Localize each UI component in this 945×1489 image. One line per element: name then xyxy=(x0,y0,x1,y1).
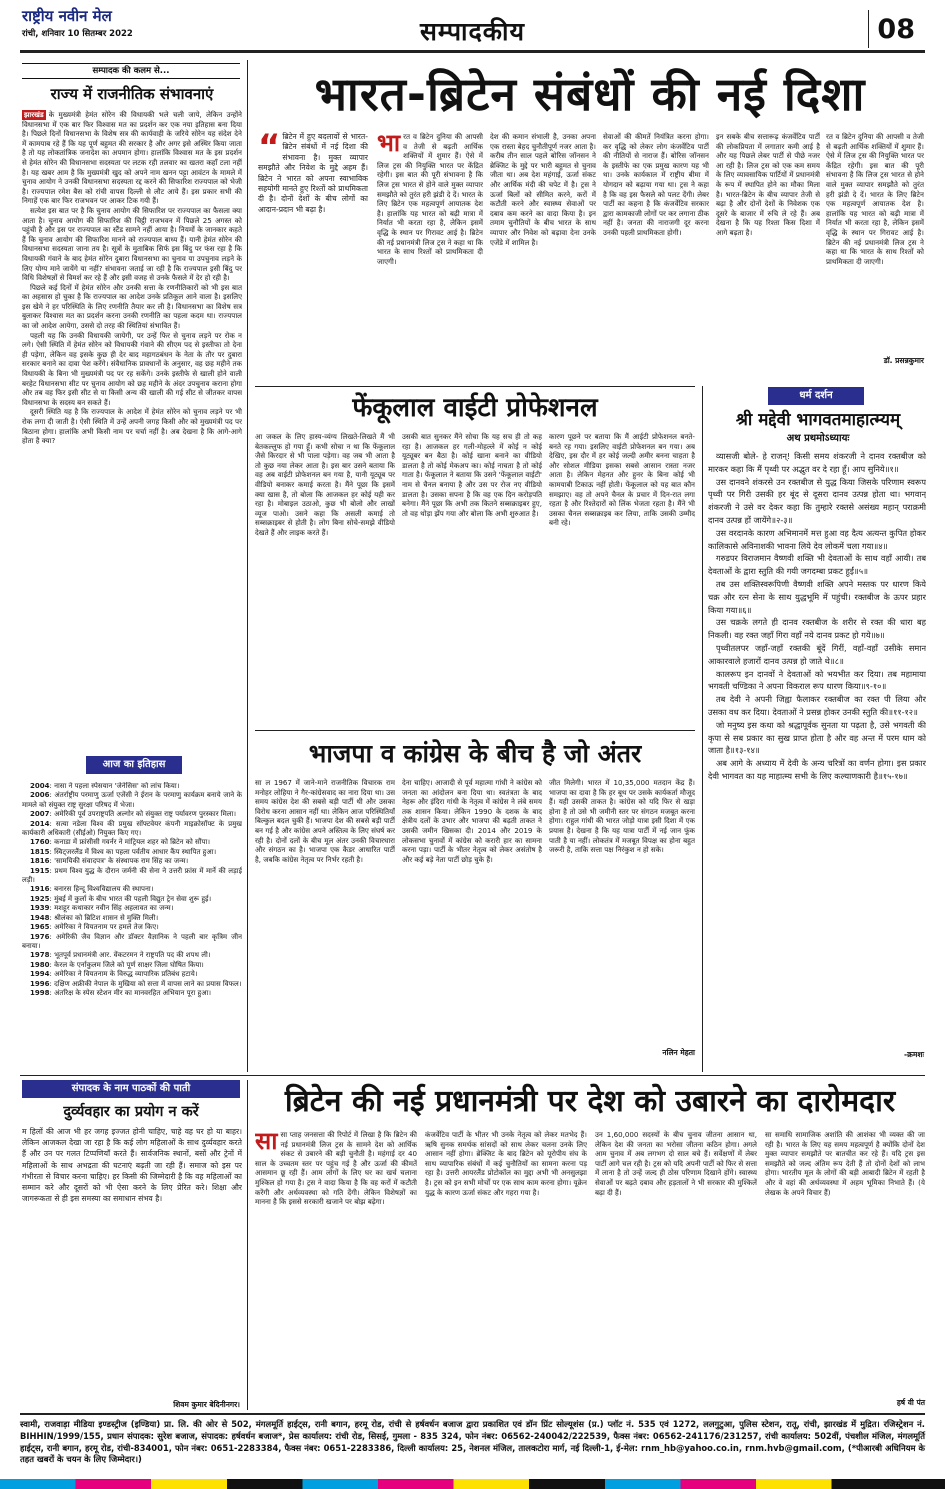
history-item: 1948: श्रीलंका को ब्रिटिश शासन से मुक्ति मिली। xyxy=(30,913,159,922)
footer-rule xyxy=(20,1413,925,1415)
history-text: स्विट्जरलैंड में विश्व का पहला पर्वतीय आधार कैंप स्थापित हुआ। xyxy=(54,847,217,856)
history-year: 2004 xyxy=(30,782,50,790)
letters-label: संपादक के नाम पाठकों की पाती xyxy=(22,1080,240,1098)
history-list xyxy=(22,782,242,1064)
verse: व्यासजी बोले- हे राजन्! किसी समय शंकरजी ने दानव रक्तबीज को मारकर कहा कि मैं पृथ्वी पर अद्भुत वर दे रहा हूँ। आप सुनिये॥१॥ xyxy=(708,451,926,474)
history-item: 1939: मशहूर कथाकार नवीन सिंह अहलावत का जन्म। xyxy=(30,904,174,913)
politics-byline: नलिन मेहता xyxy=(662,1048,695,1057)
history-year: 1916 xyxy=(30,885,50,894)
lead-byline: डॉ. प्रसन्नकुमार xyxy=(883,356,924,365)
politics-column: सा ल 1967 में जाने-माने राजनीतिक विचारक राम मनोहर लोहिया ने गैर-कांग्रेसवाद का नारा दिया था। उस समय कांग्रेस देश की सबसे बड़ी पार्टी थी और उसका विरोध करना आसान नहीं था। लेकिन आज परिस्थितियाँ बिल्कुल बदल चुकी हैं। भाजपा देश की सबसे बड़ी पार्टी बन गई है और कांग्रेस अपने अस्तित्व के लिए संघर्ष कर रही है। दोनों दलों के बीच मूल अंतर उनकी विचारधारा और संगठन का है। भाजपा एक कैडर आधारित पार्टी है, जबकि कांग्रेस नेतृत्व पर निर्भर रहती है। xyxy=(255,778,395,864)
verse: जो मनुष्य इस कथा को श्रद्धापूर्वक सुनता या पढ़ता है, उसे भगवती की कृपा से सब प्रकार का सुख प्राप्त होता है और वह अन्त में परम धाम को जाता है॥१३-१४॥ xyxy=(708,719,926,756)
politics-column: जीत मिलेगी। भारत में 10,35,000 मतदान केंद्र हैं। भाजपा का दावा है कि हर बूथ पर उसके कार्यकर्ता मौजूद हैं। यही उसकी ताकत है। कांग्रेस को यदि फिर से खड़ा होना है तो उसे भी जमीनी स्तर पर संगठन मजबूत करना होगा। राहुल गांधी की भारत जोड़ो यात्रा इसी दिशा में एक प्रयास है। देखना है कि यह यात्रा पार्टी में नई जान फूंक पाती है या नहीं। लोकतंत्र में मजबूत विपक्ष का होना बहुत जरूरी है, ताकि सत्ता पक्ष निरंकुश न हो सके। xyxy=(549,778,695,855)
letter-body: म हिलों की आज भी हर जगह इज्जत होनी चाहिए, चाहे वह घर हो या बाहर। लेकिन आजकल देखा जा रहा है कि कई लोग महिलाओं के साथ दुर्व्यवहार करते हैं और उन पर गलत टिप्पणियाँ करते हैं। सार्वजनिक स्थानों, बसों और ट्रेनों में महिलाओं के साथ अभद्रता की घटनाएं बढ़ती जा रही हैं। समाज को इस पर गंभीरता से विचार करना चाहिए। हर किसी की जिम्मेदारी है कि वह महिलाओं का सम्मान करे और दूसरों को भी ऐसा करने के लिए प्रेरित करे। शिक्षा और जागरूकता से ही इस समस्या का समाधान संभव है। xyxy=(22,1127,242,1204)
satire-column: उसकी बात सुनकर मैंने सोचा कि यह सच ही तो कह रहा है। आजकल हर गली-मोहल्ले में कोई न कोई यूट्यूबर बन बैठा है। कोई खाना बनाने का वीडियो डालता है तो कोई मेकअप का। कोई नाचता है तो कोई गाता है। फेंकूलाल ने बताया कि उसने 'फेंकूलाल वाईटी' नाम से चैनल बनाया है और उस पर रोज नए वीडियो डालता है। उसका सपना है कि वह एक दिन करोड़पति बनेगा। मैंने पूछा कि अभी तक कितने सब्सक्राइबर हुए, तो वह थोड़ा झेंप गया और बोला कि अभी शुरुआत है। xyxy=(402,432,542,518)
masthead-rule xyxy=(20,50,925,53)
history-text: दक्षिण अफ्रीकी नेपाल के मुखिया को सत्ता में वापस लाने का प्रयास विफल। xyxy=(54,979,242,988)
dropcap: सा xyxy=(255,1130,278,1155)
history-item: 1978: भूतपूर्व प्रधानमंत्री आर. वेंकटरमन ने राष्ट्रपति पद की शपथ ली। xyxy=(30,951,211,960)
history-text: मशहूर कथाकार नवीन सिंह अहलावत का जन्म। xyxy=(54,904,174,913)
newspaper-logo: राष्ट्रीय नवीन मेल xyxy=(22,7,112,25)
history-year: 1925 xyxy=(30,894,50,903)
lead-column: सेवाओं की कीमतें नियंत्रित करना होगा। कर वृद्धि को लेकर लोग कंजर्वेटिव पार्टी की नीतियों से नाराज हैं। बोरिस जॉनसन के इस्तीफे का एक प्रमुख कारण यह भी था। उनके कार्यकाल में राष्ट्रीय बीमा में योगदान को बढ़ाया गया था। ट्रस ने कहा है कि वह इस फैसले को पलट देंगी। लेबर पार्टी का कहना है कि कंजर्वेटिव सरकार द्वारा कामकाजी लोगों पर कर लगाना ठीक नहीं है। जनता की नाराजगी दूर करना उनकी पहली प्राथमिकता होगी। xyxy=(603,132,709,237)
continued-note: -क्रमशः xyxy=(904,1050,924,1059)
section-rule xyxy=(255,386,695,387)
history-year: 2007 xyxy=(30,810,50,819)
history-year: 1980 xyxy=(30,960,50,969)
verse: गरुडपर विराजमान वैष्णवी शक्ति भी देवताओं के साथ वहाँ आयी। तब देवताओं के द्वारा स्तुति की गयी जगदम्बा प्रकट हुईं॥५॥ xyxy=(708,553,926,577)
section-title: सम्पादकीय xyxy=(419,17,525,46)
history-item: 1980: केरल के एर्नाकुलम जिले को पूर्ण साक्षर जिला घोषित किया। xyxy=(30,960,204,969)
history-item: 1994: अमेरिका ने वियतनाम के विरुद्ध व्यापारिक प्रतिबंध हटाये। xyxy=(30,970,198,979)
lead-headline: भारत-ब्रिटेन संबंधों की नई दिशा xyxy=(314,67,866,121)
history-year: 1939 xyxy=(30,904,50,913)
dharm-subhead: अथ प्रथमोऽध्यायः xyxy=(786,433,850,444)
history-text: अंतरिक्ष के स्पेस स्टेशन मीर का मानवरहित अभियान पूरा हुआ। xyxy=(54,988,212,997)
lead-column-extra: रत व ब्रिटेन दुनिया की आपसी व तेजी से बढ़ती आर्थिक शक्तियों में शुमार हैं। ऐसे में लिज ट्रस की नियुक्ति भारत पर केंद्रित रहेगी। इस बात की पूरी संभावना है कि लिज ट्रस भारत से होने वाले मुक्त व्यापार समझौते को तुरंत हरी झंडी दे दें। भारत के लिए ब्रिटेन एक महत्वपूर्ण आयातक देश है। हालांकि यह भारत को बढ़ी मात्रा में निर्यात भी करता रहा है, लेकिन इसमें वृद्धि के स्थान पर गिरावट आई है। ब्रिटेन की नई प्रधानमंत्री लिज ट्रस ने कहा था कि भारत के साथ रिश्तों को प्राथमिकता दी जाएगी। xyxy=(826,132,924,266)
lead-column: भारत व ब्रिटेन दुनिया की आपसी व तेजी से बढ़ती आर्थिक शक्तियों में शुमार हैं। ऐसे में लिज ट्रस की नियुक्ति भारत पर केंद्रित रहेगी। इस बात की पूरी संभावना है कि लिज ट्रस भारत से होने वाले मुक्त व्यापार समझौते को तुरंत हरी झंडी दे दें। भारत के लिए ब्रिटेन एक महत्वपूर्ण आयातक देश है। हालांकि यह भारत को बढ़ी मात्रा में निर्यात भी करता रहा है, लेकिन इसमें वृद्धि के स्थान पर गिरावट आई है। ब्रिटेन की नई प्रधानमंत्री लिज ट्रस ने कहा था कि भारत के साथ रिश्तों को प्राथमिकता दी जाएगी। xyxy=(377,132,483,266)
masthead-divider xyxy=(868,10,869,48)
verse: तब देवी ने अपनी जिह्वा फैलाकर रक्तबीज का रक्त पी लिया और उसका वध कर दिया। देवताओं ने प्रसन्न होकर उनकी स्तुति की॥११-१२॥ xyxy=(708,694,926,717)
verse: तब उस शक्तिस्वरूपिणी वैष्णवी शक्ति अपने मस्तक पर धारण किये चक्र और रत्न सेना के साथ युद्धभूमि में पहुंची। रक्तबीज के ऊपर प्रहार किया गया॥६॥ xyxy=(708,578,926,615)
lead-pullquote xyxy=(258,132,368,382)
history-item: 1976: अमेरिकी जैव विज्ञान और डॉक्टर वैज्ञानिक ने पहली बार कृत्रिम जीन बनाया। xyxy=(22,932,242,950)
history-item: 2014: सत्या नडेला विश्व की प्रमुख सॉफ्टवेयर कंपनी माइक्रोसॉफ्ट के प्रमुख कार्यकारी अधिकारी (सीईओ) नियुक्त किए गए। xyxy=(22,819,242,838)
editor-pen-tag: झारखंड xyxy=(24,110,44,119)
verse: पृथ्वीतलपर जहाँ-जहाँ रक्तकी बूंदें गिरीं, वहाँ-वहाँ उसीके समान आकारवाले हजारों दानव उत्पन्न हो जाते थे॥८॥ xyxy=(708,642,926,666)
lead-column: देश की कमान संभाली है, उनका अपना एक रास्ता बेहद चुनौतीपूर्ण नजर आता है। करीब तीन साल पहले बोरिस जॉनसन ने ब्रेक्जिट के मुद्दे पर भारी बहुमत से चुनाव जीता था। अब देश महंगाई, ऊर्जा संकट और आर्थिक मंदी की चपेट में है। ट्रस ने ऊर्जा बिलों को सीमित करने, करों में कटौती करने और स्वास्थ्य सेवाओं पर दबाव कम करने का वादा किया है। इन तमाम चुनौतियों के बीच भारत के साथ व्यापार और निवेश को बढ़ावा देना उनके एजेंडे में शामिल है। xyxy=(490,132,596,247)
history-item: 1816: 'सामयिकी संवादपत्र' के संस्थापक राम सिंह का जन्म। xyxy=(30,857,189,866)
editor-pen-paragraph: पहली यह कि उनकी विधायकी जायेगी, पर उन्हें फिर से चुनाव लड़ने पर रोक न लगे। ऐसी स्थिति में हेमंत सोरेन को विधायकी गंवाने की सीएम पद से इस्तीफा तो देना ही पड़ेगा, लेकिन वह इसके कुछ ही देर बाद महागठबंधन के नेता के तौर पर दुबारा सरकार बनाने का दावा पेश करेंगे। संवैधानिक प्रावधानों के अनुसार, वह छह महीने तक विधायकी के बिना भी मुख्यमंत्री पद पर रह सकेंगे। उनके इस्तीफे से खाली होने वाली बरहेट विधानसभा सीट पर चुनाव आयोग को छह महीने के अंदर उपचुनाव कराना होगा और तब वह फिर इसी सीट से या किसी अन्य की खाली की गई सीट से जीतकर वापस विधानसभा के सदस्य बन सकते हैं। xyxy=(22,330,242,407)
history-item: 1760: कनाडा में फ्रांसीसी गवर्नर ने मांट्रियल शहर को ब्रिटेन को सौंपा। xyxy=(30,838,210,847)
bottom-column: सासा प्ताह जनसत्ता की रिपोर्ट में लिखा है कि ब्रिटेन की नई प्रधानमंत्री लिज ट्रस के सामने देश को आर्थिक संकट से उबारने की बड़ी चुनौती है। महंगाई दर 40 साल के उच्चतम स्तर पर पहुंच गई है और ऊर्जा की कीमतें आसमान छू रही हैं। आम लोगों के लिए घर का खर्च चलाना मुश्किल हो गया है। ट्रस ने वादा किया है कि वह करों में कटौती करेंगी और अर्थव्यवस्था को गति देंगी। लेकिन विशेषज्ञों का मानना है कि इससे सरकारी खजाने पर बोझ बढ़ेगा। xyxy=(255,1130,417,1207)
bottom-headline: ब्रिटेन की नई प्रधानमंत्री पर देश को उबारने का दारोमदार xyxy=(284,1084,896,1119)
history-text: कनाडा में फ्रांसीसी गवर्नर ने मांट्रियल शहर को ब्रिटेन को सौंपा। xyxy=(54,838,210,847)
history-text: श्रीलंका को ब्रिटिश शासन से मुक्ति मिली। xyxy=(54,913,159,922)
history-year: 1816 xyxy=(30,857,50,866)
history-year: 1760 xyxy=(30,838,50,847)
history-text: सत्या नडेला विश्व की प्रमुख सॉफ्टवेयर कंपनी माइक्रोसॉफ्ट के प्रमुख कार्यकारी अधिकारी (सीईओ) नियुक्त किए गए। xyxy=(22,819,242,838)
bottom-column: कंजर्वेटिव पार्टी के भीतर भी उनके नेतृत्व को लेकर मतभेद हैं। ऋषि सुनक समर्थक सांसदों को साथ लेकर चलना उनके लिए आसान नहीं होगा। ब्रेक्जिट के बाद ब्रिटेन को यूरोपीय संघ के साथ व्यापारिक संबंधों में कई चुनौतियों का सामना करना पड़ रहा है। उत्तरी आयरलैंड प्रोटोकॉल का मुद्दा अभी भी अनसुलझा है। ट्रस को इन सभी मोर्चों पर एक साथ काम करना होगा। यूक्रेन युद्ध के कारण ऊर्जा संकट और गहरा गया है। xyxy=(425,1130,587,1197)
politics-headline: भाजपा व कांग्रेस के बीच है जो अंतर xyxy=(308,739,642,768)
dharm-headline: श्री मद्देवी भागवतमाहात्म्यम् xyxy=(735,410,901,430)
history-item: 1998: अंतरिक्ष के स्पेस स्टेशन मीर का मानवरहित अभियान पूरा हुआ। xyxy=(30,988,212,997)
lead-pullquote-text: ब्रिटेन में हुए बदलावों से भारत-ब्रिटेन संबंधों में नई दिशा की संभावना है। मुक्त व्यापार समझौते और निवेश के मुद्दे अहम हैं। ब्रिटेन ने भारत को अपना स्वाभाविक सहयोगी मानते हुए रिश्तों को प्राथमिकता दी है। दोनों देशों के बीच लोगों का आदान-प्रदान भी बढ़ा है। xyxy=(258,132,368,214)
satire-headline: फेंकूलाल वाईटी प्रोफेशनल xyxy=(352,393,598,423)
imprint-footer: स्वामी, राजवाड़ा मीडिया इण्डस्ट्रीज (इण्डिया) प्रा. लि. की ओर से 502, मंगलमूर्ति हाईट्स, रानी बगान, हरमू रोड, रांची से हर्षवर्धन बजाज द्वारा प्रकाशित एवं डॉन प्रिंट सोल्यूशंस (प्र.) प्लॉट नं. 535 एवं 1272, ललगुटुआ, पुलिस स्टेशन, रातू, रांची, झारखंड में मुद्रित। रजिस्ट्रेशन नं. BIHHIN/1999/155, प्रधान संपादक: सुरेश बजाज, संपादक: हर्षवर्धन बजाज*, प्रेस कार्यालय: रांची रोड, सिसई, गुमला - 835 324, फोन नंबर: 06562-240042/222539, फैक्स नंबर: 06562-241176/231257, रांची कार्यालय: 502वीं, पंचशील मंजिल, मंगलमूर्ति हाईट्स, रानी बगान, हरमू रोड, रांची-834001, फोन नंबर: 0651-2283384, फैक्स नंबर: 0651-2283386, दिल्ली कार्यालय: 25, नेशनल मंजिल, तालकटोरा मार्ग, नई दिल्ली-1, ई-मेल: rnm_hb@yahoo.co.in, rnm.hvb@gmail.com, (*पीआरबी अधिनियम के तहत खबरों के चयन के लिए जिम्मेदार।) xyxy=(20,1419,925,1465)
verse: उस वरदानके कारण अभिमानमें मत्त हुआ वह दैत्य अत्यन्त कुपित होकर कालिकासे अविनाशकी भावना लिये देव लोकमें चला गया॥४॥ xyxy=(708,527,926,551)
dropcap: भा xyxy=(377,132,401,157)
dharm-label: धर्म दर्शन xyxy=(768,387,864,405)
section-rule xyxy=(255,730,695,731)
bottom-byline: हर्ष वी पंत xyxy=(896,1398,925,1407)
history-item: 2006: अंतर्राष्ट्रीय परमाणु ऊर्जा एजेंसी ने ईरान के परमाणु कार्यक्रम बनाये जाने के मामले को संयुक्त राष्ट्र सुरक्षा परिषद में भेजा। xyxy=(22,791,242,809)
verse: कालरूप इन दानवों ने देवताओं को भयभीत कर दिया। तब महामाया भगवती चण्डिका ने अपना विकराल रूप धारण किया॥९-१०॥ xyxy=(708,668,926,692)
verse: उस दानवने शंकरसे उन रक्तबीज से युद्ध किया जिसके परिणाम स्वरूप पृथ्वी पर गिरी उसकी हर बूंद से दूसरा दानव उत्पन्न होता था। भगवान् शंकरजी ने उसे वर देकर कहा कि तुम्हारे रक्तसे असंख्य महान् पराक्रमी दानव उत्पन्न हों जायेंगे॥२-३॥ xyxy=(708,476,926,525)
editor-pen-headline: राज्य में राजनीतिक संभावनाएं xyxy=(50,85,214,103)
history-item: 1965: अमेरिका ने वियतनाम पर हमले तेज किए। xyxy=(30,923,159,932)
verse: अब आगे के अध्याय में देवी के अन्य चरित्रों का वर्णन होगा। इस प्रकार देवी भागवत का यह माहात्म्य सभी के लिए कल्याणकारी है॥१५-१७॥ xyxy=(708,758,926,781)
history-year: 1996 xyxy=(30,979,50,988)
satire-column: कारण पूछने पर बताया कि मैं आईटी प्रोफेशनल बनते-बनते रह गया। इसलिए वाईटी प्रोफेशनल बन गया। अब देखिए, इस दौर में हर कोई जल्दी अमीर बनना चाहता है और सोशल मीडिया इसका सबसे आसान रास्ता नजर आता है। लेकिन मेहनत और हुनर के बिना कोई भी कामयाबी टिकाऊ नहीं होती। फेंकूलाल को यह बात कौन समझाए। वह तो अपने चैनल के प्रचार में दिन-रात लगा रहता है और रिश्तेदारों को लिंक भेजता रहता है। मैंने भी उसका चैनल सब्सक्राइब कर लिया, ताकि उसकी उम्मीद बनी रहे। xyxy=(549,432,695,528)
quote-mark-icon: “ xyxy=(258,132,281,167)
editor-pen-label: सम्पादक की कलम से... xyxy=(22,63,240,79)
history-year: 1815 xyxy=(30,847,50,856)
history-text: 'सामयिकी संवादपत्र' के संस्थापक राम सिंह का जन्म। xyxy=(54,857,189,866)
history-year: 1976 xyxy=(30,932,50,941)
history-item: 2007: अमेरिकी पूर्व उपराष्ट्रपति अल्गोर को संयुक्त राष्ट्र पर्यावरण पुरस्कार मिला। xyxy=(30,810,237,819)
column-divider xyxy=(247,1080,248,1410)
history-year: 1915 xyxy=(30,866,50,875)
column-divider xyxy=(247,60,248,1072)
history-year: 1965 xyxy=(30,923,50,932)
editor-pen-paragraph: दूसरी स्थिति यह है कि राज्यपाल के आदेश में हेमंत सोरेन को चुनाव लड़ने पर भी रोक लगा दी जाती है। ऐसी स्थिति में उन्हें अपनी जगह किसी और को मुख्यमंत्री पद पर बिठाना होगा। हालांकि अभी किसी नाम पर चर्चा नहीं है। अब देखना है कि आगे-आगे होता है क्या? xyxy=(22,407,242,446)
history-label: आज का इतिहास xyxy=(86,756,182,774)
history-year: 2006 xyxy=(30,791,50,800)
history-text: भूतपूर्व प्रधानमंत्री आर. वेंकटरमन ने राष्ट्रपति पद की शपथ ली। xyxy=(54,951,211,960)
editor-pen-paragraph: सत्येश इस बात पर है कि चुनाव आयोग की सिफारिश पर राज्यपाल का फैसला क्या आता है। चुनाव आयोग की सिफारिश की चिट्ठी राजभवन में पिछले 25 अगस्त को पहुंची है और इस पर राज्यपाल का स्टैंड सामने नहीं आया है। नियमों के जानकार कहते हैं कि चुनाव आयोग की सिफारिश मानने को राज्यपाल बाध्य हैं। यानी हेमंत सोरेन की विधानसभा सदस्यता जाना तय है। सूत्रों के मुताबिक सिर्फ इस बिंदु पर फंस रहा है कि विधायकी गंवाने के बाद हेमंत सोरेन दुबारा विधानसभा का चुनाव या उपचुनाव लड़ने के लिए योग्य माने जायेंगे या नहीं? संभावना जताई जा रही है कि राज्यपाल इसी बिंदु पर विधि विशेषज्ञों से विमर्श कर रहे हैं और इसी वजह से उनके फैसले में देर हो रही है। xyxy=(22,205,242,283)
section-rule xyxy=(20,1075,925,1076)
history-item: 1996: दक्षिण अफ्रीकी नेपाल के मुखिया को सत्ता में वापस लाने का प्रयास विफल। xyxy=(30,979,242,988)
bottom-column: उन 1,60,000 सदस्यों के बीच चुनाव जीतना आसान था, लेकिन देश की जनता का भरोसा जीतना कठिन होगा। अगले आम चुनाव में अब लगभग दो साल बचे हैं। सर्वेक्षणों में लेबर पार्टी आगे चल रही है। ट्रस को यदि अपनी पार्टी को फिर से सत्ता में लाना है तो उन्हें जल्द ही ठोस परिणाम दिखाने होंगे। स्वास्थ्य सेवाओं पर बढ़ते दबाव और हड़तालों ने भी सरकार की मुश्किलें बढ़ा दी हैं। xyxy=(595,1130,757,1197)
history-text: अमेरिका ने वियतनाम के विरुद्ध व्यापारिक प्रतिबंध हटाये। xyxy=(54,970,198,979)
history-year: 1978 xyxy=(30,951,50,960)
verse: उस चक्रके लगते ही दानव रक्तबीज के शरीर से रक्त की धारा बह निकली। वह रक्त जहाँ गिरा वहाँ नये दानव प्रकट हो गये॥७॥ xyxy=(708,617,926,641)
history-item: 1916: बनारस हिन्दू विश्वविद्यालय की स्थापना। xyxy=(30,885,154,894)
letter-headline: दुर्व्यवहार का प्रयोग न करें xyxy=(63,1104,199,1120)
history-text: अमेरिकी जैव विज्ञान और डॉक्टर वैज्ञानिक ने पहली बार कृत्रिम जीन बनाया। xyxy=(22,932,242,950)
history-item: 2004: नासा ने पहला स्पेसयान 'जेनेसिस' को लांच किया। xyxy=(30,782,180,790)
history-year: 1998 xyxy=(30,988,50,997)
history-text: अंतर्राष्ट्रीय परमाणु ऊर्जा एजेंसी ने ईरान के परमाणु कार्यक्रम बनाये जाने के मामले को संयुक्त राष्ट्र सुरक्षा परिषद में भेजा। xyxy=(22,791,242,809)
history-text: अमेरिकी पूर्व उपराष्ट्रपति अल्गोर को संयुक्त राष्ट्र पर्यावरण पुरस्कार मिला। xyxy=(54,810,237,819)
editor-pen-body xyxy=(22,110,242,750)
history-item: 1815: स्विट्जरलैंड में विश्व का पहला पर्वतीय आधार कैंप स्थापित हुआ। xyxy=(30,847,217,856)
editor-pen-paragraph: के मुख्यमंत्री हेमंत सोरेन की विधायकी भले चली जाये, लेकिन उन्होंने विधानसभा में एक बार फिर विश्वास मत का प्रदर्शन कर एक नया इतिहास बना दिया है। पिछले दिनों विधानसभा के विशेष सत्र की कार्यवाही के जरिये सोरेन यह संदेश देने में कामयाब रहे हैं कि यह पूर्ण बहुमत की सरकार है और अगर इसे अस्थिर किया जाता है तो यह लोकतांत्रिक जनादेश का अपमान होगा। हालांकि विश्वास मत के इस प्रदर्शन से हेमंत सोरेन की विधानसभा सदस्यता पर लटक रही तलवार का खतरा कहाँ टला नहीं है। यह खबर आम है कि मुख्यमंत्री खुद को अपने नाम खनन पट्टा आवंटन के मामले में चुनाव आयोग ने उनकी विधानसभा सदस्यता रद्द करने की सिफारिश राज्यपाल को भेजी है। राज्यपाल रमेश बैस को रांची वापस दिल्ली से लौट आये हैं। इस प्रकार सभी की निगाहें एक बार फिर राजभवन पर आकर टिक गयी हैं। xyxy=(22,110,242,206)
editor-pen-paragraph: पिछले कई दिनों में हेमंत सोरेन और उनकी सत्ता के रणनीतिकारों को भी इस बात का अहसास हो चुका है कि राज्यपाल का आदेश उनके प्रतिकूल आने वाला है। इसलिए इस खेमे ने हर परिस्थिति के लिए रणनीति तैयार कर ली है। विधानसभा का विशेष सत्र बुलाकर विश्वास मत का प्रदर्शन करना उनकी रणनीति का पहला कदम था। राज्यपाल का जो आदेश आयेगा, उससे दो तरह की स्थितियां संभावित हैं। xyxy=(22,282,242,331)
history-text: अमेरिका ने वियतनाम पर हमले तेज किए। xyxy=(54,923,159,932)
bottom-column: सा समाधि सामाजिक अशांति की आशंका भी व्यक्त की जा रही है। भारत के लिए यह समय महत्वपूर्ण है क्योंकि दोनों देश मुक्त व्यापार समझौते पर बातचीत कर रहे हैं। यदि ट्रस इस समझौते को जल्द अंतिम रूप देती हैं तो दोनों देशों को लाभ होगा। भारतीय मूल के लोगों की बड़ी आबादी ब्रिटेन में रहती है और वे वहां की अर्थव्यवस्था में अहम भूमिका निभाते हैं। (ये लेखक के अपने विचार हैं) xyxy=(765,1130,925,1197)
history-text: केरल के एर्नाकुलम जिले को पूर्ण साक्षर जिला घोषित किया। xyxy=(54,960,204,969)
history-item: 1915: प्रथम विश्व युद्ध के दौरान जर्मनी की सेना ने उत्तरी फ्रांस में मार्ने की लड़ाई लड़ी। xyxy=(22,866,242,885)
history-year: 1994 xyxy=(30,970,50,979)
politics-column: देना चाहिए। आजादी से पूर्व महात्मा गांधी ने कांग्रेस को जनता का आंदोलन बना दिया था। स्वतंत्रता के बाद नेहरू और इंदिरा गांधी के नेतृत्व में कांग्रेस ने लंबे समय तक शासन किया। लेकिन 1990 के दशक के बाद क्षेत्रीय दलों के उभार और भाजपा की बढ़ती ताकत ने उसकी जमीन खिसका दी। 2014 और 2019 के लोकसभा चुनावों में कांग्रेस को करारी हार का सामना करना पड़ा। पार्टी के भीतर नेतृत्व को लेकर असंतोष है और कई बड़े नेता पार्टी छोड़ चुके हैं। xyxy=(402,778,542,864)
history-year: 1948 xyxy=(30,913,50,922)
history-text: बनारस हिन्दू विश्वविद्यालय की स्थापना। xyxy=(54,885,154,894)
column-divider xyxy=(702,386,703,1072)
history-year: 2014 xyxy=(30,819,50,828)
history-text: मुंबई में कुर्ला के बीच भारत की पहली विद्युत ट्रेन सेवा शुरू हुई। xyxy=(54,894,212,903)
page-number: 08 xyxy=(877,14,915,45)
dateline: रांची, शनिवार 10 सितम्बर 2022 xyxy=(22,29,133,39)
history-text: प्रथम विश्व युद्ध के दौरान जर्मनी की सेना ने उत्तरी फ्रांस में मार्ने की लड़ाई लड़ी। xyxy=(22,866,242,885)
satire-column: आ जकल के लिए हास्य-व्यंग्य लिखते-लिखते मैं भी बेतकल्लुफ हो गया हूँ। कभी सोचा न था कि फेंकूलाल जैसे किरदार से भी पाला पड़ेगा। वह जब भी आता है तो कुछ नया लेकर आता है। इस बार उसने बताया कि वह अब वाईटी प्रोफेशनल बन गया है, यानी यूट्यूब पर वीडियो बनाकर कमाई करता है। मैंने पूछा कि इसमें क्या खास है, तो बोला कि आजकल हर कोई यही कर रहा है। मोबाइल उठाओ, कुछ भी बोलो और लाखों व्यूज पाओ। उसने कहा कि असली कमाई तो सब्सक्राइबर से होती है। लोग बिना सोचे-समझे वीडियो देखते हैं और लाइक करते हैं। xyxy=(255,432,395,537)
lead-column: इन सबके बीच सत्तारूढ़ कंजर्वेटिव पार्टी की लोकप्रियता में लगातार कमी आई है और यह पिछले लेबर पार्टी से पीछे नजर आ रही है। लिज ट्रस को एक कम समय के लिए व्यावसायिक पार्टियों में प्रधानमंत्री के रूप में स्थापित होने का मौका मिला है। भारत-ब्रिटेन के बीच व्यापार तेजी से बढ़ा है और दोनों देशों के निवेशक एक दूसरे के बाजार में रुचि ले रहे हैं। अब देखना है कि यह रिश्ता किस दिशा में आगे बढ़ता है। xyxy=(716,132,820,237)
history-item: 1925: मुंबई में कुर्ला के बीच भारत की पहली विद्युत ट्रेन सेवा शुरू हुई। xyxy=(30,894,212,903)
dharm-verses xyxy=(708,450,926,1040)
history-text: नासा ने पहला स्पेसयान 'जेनेसिस' को लांच किया। xyxy=(54,782,180,790)
registration-color-bar xyxy=(0,1479,945,1489)
letter-byline: शिवम कुमार बेदिनीनगर। xyxy=(173,1400,240,1409)
